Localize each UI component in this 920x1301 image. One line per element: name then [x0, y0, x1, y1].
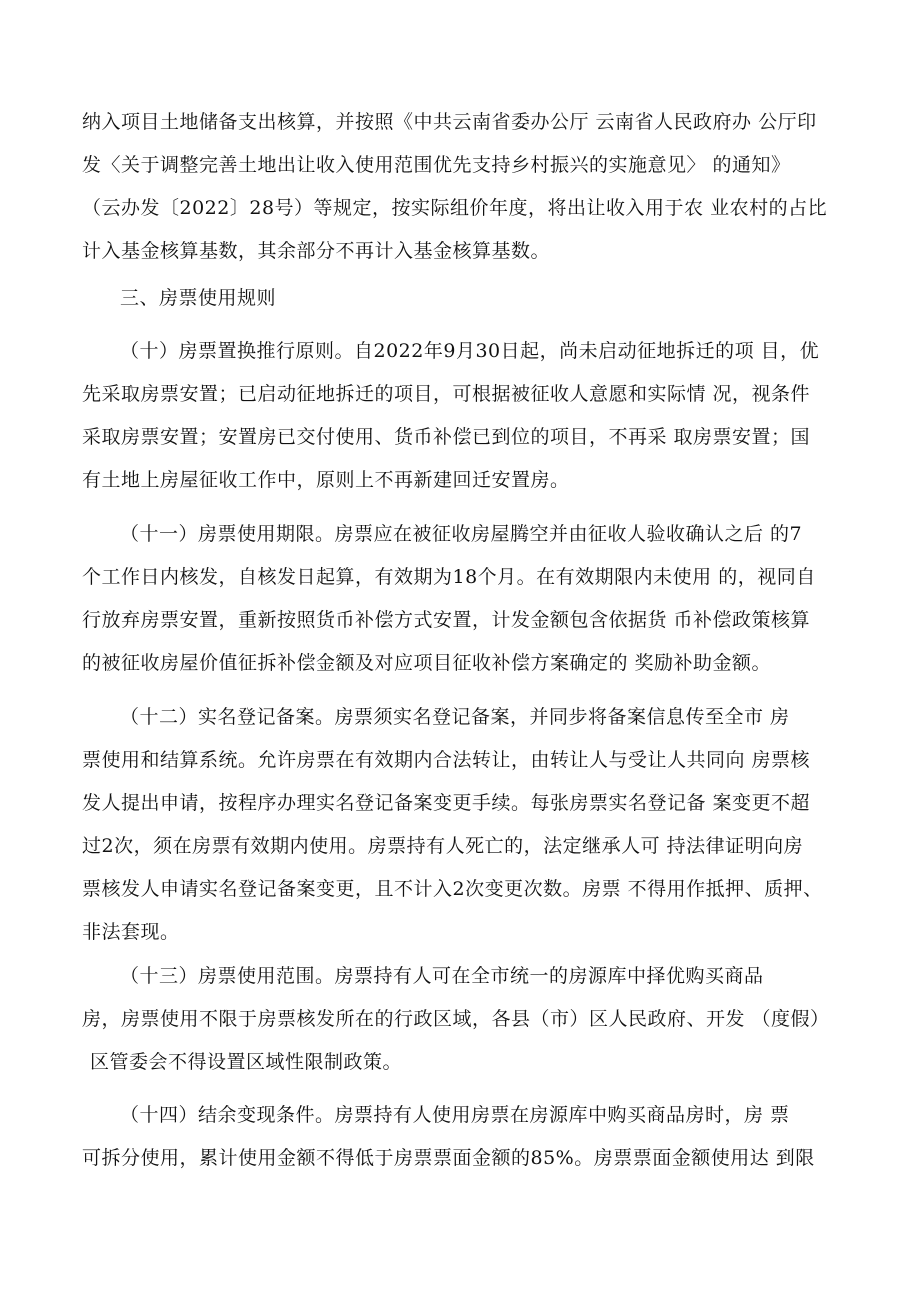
- text-line: 计入基金核算基数，其余部分不再计入基金核算基数。: [82, 240, 551, 262]
- text-line: 发〈关于调整完善土地出让收入使用范围优先支持乡村振兴的实施意见〉 的通知》: [82, 154, 791, 176]
- text-line: （十三）房票使用范围。房票持有人可在全市统一的房源库中择优购买商品: [120, 965, 764, 987]
- text-line: 区管委会不得设置区域性限制政策。: [90, 1051, 403, 1073]
- text-line: 过2次，须在房票有效期内使用。房票持有人死亡的，法定继承人可 持法律证明向房: [82, 835, 804, 857]
- text-line: 非法套现。: [82, 921, 180, 943]
- text-line: 票核发人申请实名登记备案变更，且不计入2次变更次数。房票 不得用作抵押、质押、: [82, 878, 823, 900]
- text-line: 采取房票安置；安置房已交付使用、货币补偿已到位的项目，不再采 取房票安置；国: [82, 426, 811, 448]
- text-line: 纳入项目土地储备支出核算，并按照《中共云南省委办公厅 云南省人民政府办 公厅印: [82, 111, 817, 133]
- text-line: 发人提出申请，按程序办理实名登记备案变更手续。每张房票实名登记备 案变更不超: [82, 792, 811, 814]
- section-heading: 三、房票使用规则: [120, 287, 277, 309]
- text-line: （云办发〔2022〕28号）等规定，按实际组价年度，将出让收入用于农 业农村的占比: [82, 197, 828, 219]
- text-line: 房，房票使用不限于房票核发所在的行政区域，各县（市）区人民政府、开发 （度假）: [82, 1008, 830, 1030]
- text-line: （十一）房票使用期限。房票应在被征收房屋腾空并由征收人验收确认之后 的7: [120, 523, 803, 545]
- text-line: （十四）结余变现条件。房票持有人使用房票在房源库中购买商品房时，房 票: [120, 1104, 790, 1126]
- text-line: （十二）实名登记备案。房票须实名登记备案，并同步将备案信息传至全市 房: [120, 706, 790, 728]
- text-line: 个工作日内核发，自核发日起算，有效期为18个月。在有效期限内未使用 的，视同自: [82, 566, 816, 588]
- text-line: 行放弃房票安置，重新按照货币补偿方式安置，计发金额包含依据货 币补偿政策核算: [82, 609, 811, 631]
- text-line: （十）房票置换推行原则。自2022年9月30日起，尚未启动征地拆迁的项 目，优: [120, 340, 820, 362]
- text-line: 可拆分使用，累计使用金额不得低于房票票面金额的85%。房票票面金额使用达 到限: [82, 1147, 815, 1169]
- text-line: 票使用和结算系统。允许房票在有效期内合法转让，由转让人与受让人共同向 房票核: [82, 749, 811, 771]
- text-line: 的被征收房屋价值征拆补偿金额及对应项目征收补偿方案确定的 奖励补助金额。: [82, 652, 772, 674]
- text-line: 有土地上房屋征收工作中，原则上不再新建回迁安置房。: [82, 469, 570, 491]
- text-line: 先采取房票安置；已启动征地拆迁的项目，可根据被征收人意愿和实际情 况，视条件: [82, 383, 811, 405]
